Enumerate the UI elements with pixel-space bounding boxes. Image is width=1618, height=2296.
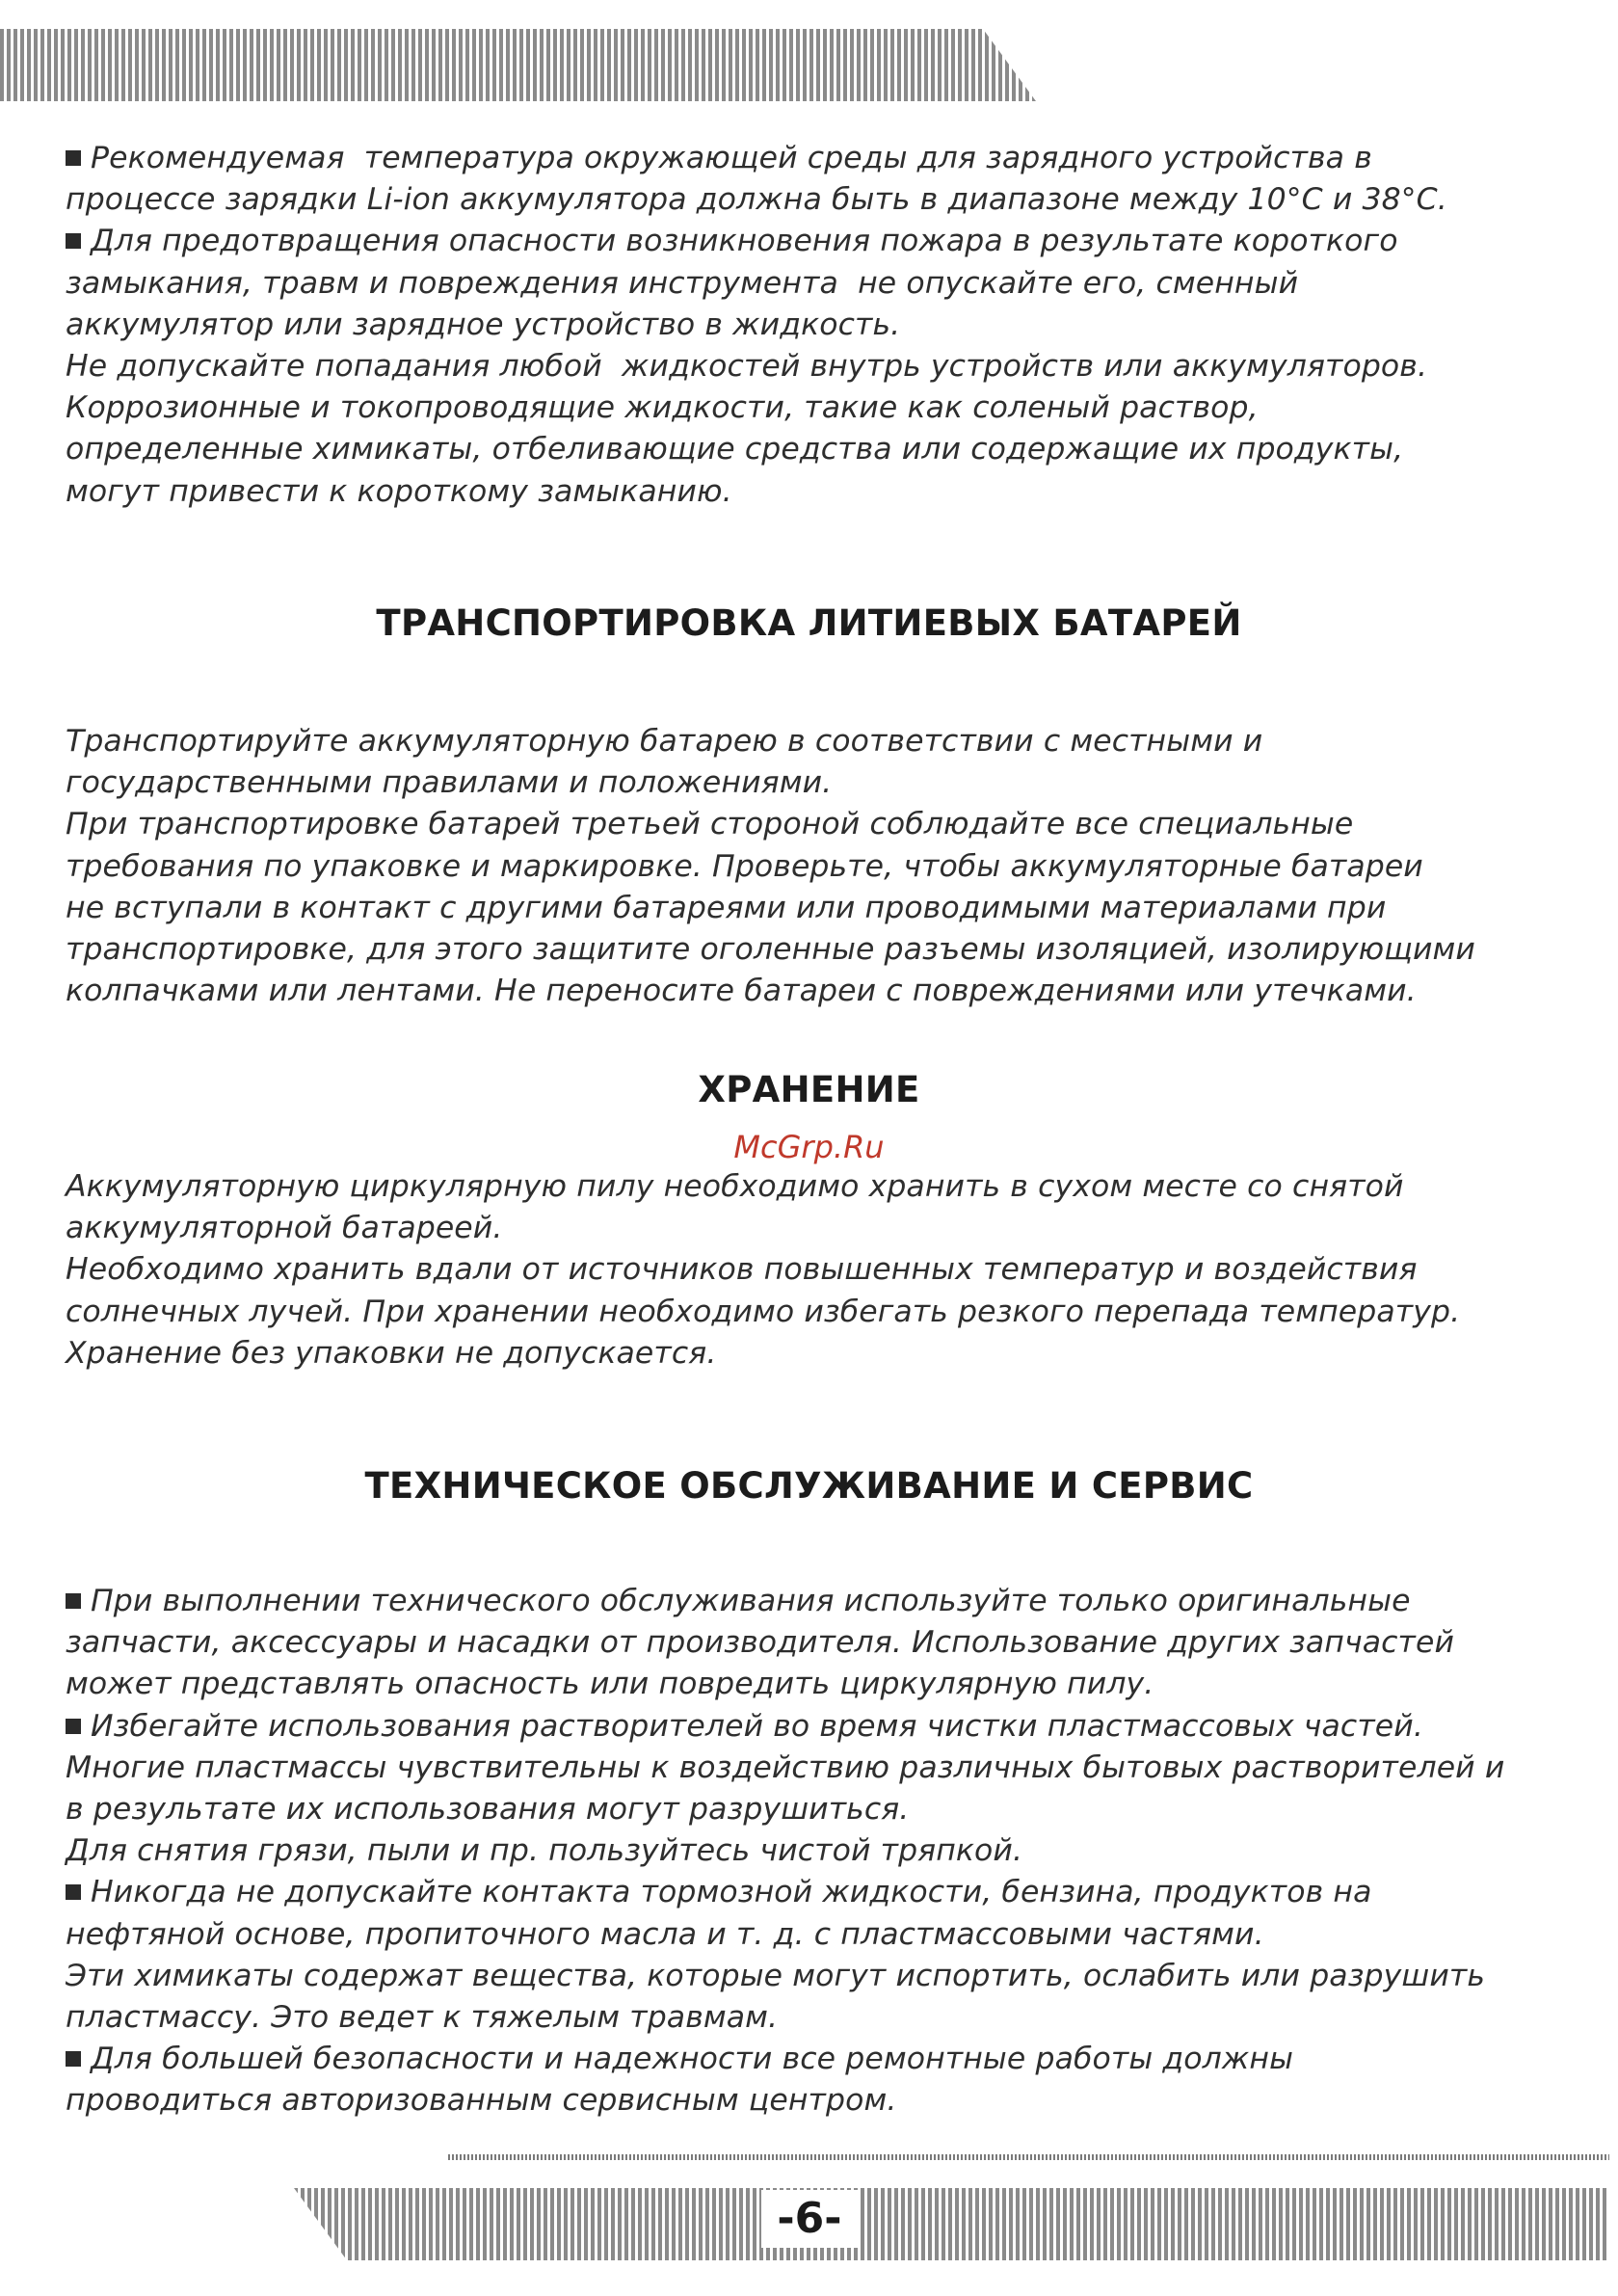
text-line <box>66 804 1588 845</box>
text-line-content: Для большей безопасности и надежности все ремонтные работы должны <box>91 2042 1294 2077</box>
text-line-content: аккумулятор или зарядное устройство в жидкость. <box>66 307 901 342</box>
text-line <box>66 471 1588 513</box>
text-line-content: могут привести к короткому замыканию. <box>66 473 732 509</box>
text-line-content: определенные химикаты, отбеливающие средства или содержащие их продукты, <box>66 432 1404 467</box>
text-line-content: Избегайте использования растворителей во время чистки пластмассовых частей. <box>91 1708 1423 1744</box>
text-line <box>66 1292 1588 1333</box>
text-line <box>66 1581 1588 1622</box>
text-line-content: колпачками или лентами. Не переносите батареи с повреждениями или утечками. <box>66 974 1417 1009</box>
text-line <box>66 2039 1588 2080</box>
text-line-content: Необходимо хранить вдали от источников повышенных температур и воздействия <box>66 1252 1418 1288</box>
text-line <box>66 1997 1588 2039</box>
text-line <box>66 1664 1588 1705</box>
page-number: -6- <box>761 2190 858 2248</box>
text-line <box>66 429 1588 470</box>
text-line <box>66 138 1588 179</box>
service-paragraphs <box>66 1581 1588 2122</box>
text-line-content: Аккумуляторную циркулярную пилу необходимо хранить в сухом месте со снятой <box>66 1169 1404 1204</box>
text-line <box>66 1748 1588 1789</box>
heading-service: ТЕХНИЧЕСКОЕ ОБСЛУЖИВАНИЕ И СЕРВИС <box>364 1465 1254 1507</box>
text-line-content: запчасти, аксессуары и насадки от производителя. Использование других запчастей <box>66 1625 1455 1661</box>
text-line <box>66 179 1588 221</box>
text-line-content: государственными правилами и положениями. <box>66 765 833 801</box>
text-line <box>66 346 1588 387</box>
text-line-content: Для снятия грязи, пыли и пр. пользуйтесь чистой тряпкой. <box>66 1833 1023 1869</box>
bottom-stripe-banner <box>294 2188 1609 2260</box>
intro-paragraphs <box>66 138 1588 513</box>
bullet-square-icon <box>66 1593 81 1609</box>
text-line <box>66 1830 1588 1872</box>
text-line <box>66 1208 1588 1249</box>
text-line <box>66 387 1588 429</box>
transport-paragraphs <box>66 721 1588 1012</box>
text-line-content: требования по упаковке и маркировке. Проверьте, чтобы аккумуляторные батареи <box>66 848 1423 884</box>
bullet-square-icon <box>66 2051 81 2067</box>
storage-paragraphs <box>66 1166 1588 1375</box>
text-line <box>66 1622 1588 1664</box>
text-line-content: может представлять опасность или повредить циркулярную пилу. <box>66 1667 1154 1702</box>
text-line <box>66 762 1588 804</box>
heading-storage: ХРАНЕНИЕ <box>698 1069 920 1110</box>
text-line-content: замыкания, травм и повреждения инструмента не опускайте его, сменный <box>66 265 1299 301</box>
heading-transport: ТРАНСПОРТИРОВКА ЛИТИЕВЫХ БАТАРЕЙ <box>376 602 1242 644</box>
text-line <box>66 929 1588 971</box>
text-line-content: Для предотвращения опасности возникновения пожара в результате короткого <box>91 224 1398 259</box>
bottom-dotted-rule <box>448 2154 1609 2160</box>
text-line <box>66 1249 1588 1291</box>
text-line <box>66 2080 1588 2122</box>
text-line-content: пластмассу. Это ведет к тяжелым травмам. <box>66 2000 779 2036</box>
top-stripe-banner <box>0 29 1036 101</box>
text-line-content: Многие пластмассы чувствительны к воздействию различных бытовых растворителей и <box>66 1749 1505 1785</box>
bullet-square-icon <box>66 1884 81 1900</box>
text-line-content: в результате их использования могут разрушиться. <box>66 1792 910 1828</box>
text-line-content: Коррозионные и токопроводящие жидкости, такие как соленый раствор, <box>66 390 1259 426</box>
text-line <box>66 971 1588 1012</box>
text-line <box>66 1166 1588 1208</box>
text-line <box>66 221 1588 262</box>
bullet-square-icon <box>66 233 81 249</box>
text-line-content: При транспортировке батарей третьей стороной соблюдайте все специальные <box>66 807 1354 842</box>
text-line-content: не вступали в контакт с другими батареями или проводимыми материалами при <box>66 890 1387 925</box>
text-line-content: Рекомендуемая температура окружающей среды для зарядного устройства в <box>91 141 1372 175</box>
text-line-content: процессе зарядки Li-ion аккумулятора должна быть в диапазоне между 10°С и 38°С. <box>66 182 1447 218</box>
text-line-content: Эти химикаты содержат вещества, которые могут испортить, ослабить или разрушить <box>66 1958 1486 1993</box>
text-line-content: аккумуляторной батареей. <box>66 1211 503 1246</box>
text-line <box>66 1914 1588 1956</box>
text-line <box>66 721 1588 762</box>
text-line-content: Не допускайте попадания любой жидкостей внутрь устройств или аккумуляторов. <box>66 349 1428 385</box>
text-line-content: проводиться авторизованным сервисным центром. <box>66 2083 897 2119</box>
text-line <box>66 1956 1588 1997</box>
text-line <box>66 263 1588 305</box>
bullet-square-icon <box>66 1719 81 1734</box>
text-line-content: нефтяной основе, пропиточного масла и т. д. с пластмассовыми частями. <box>66 1916 1264 1952</box>
text-line-content: солнечных лучей. При хранении необходимо избегать резкого перепада температур. <box>66 1294 1461 1329</box>
bullet-square-icon <box>66 150 81 166</box>
text-line <box>66 1706 1588 1748</box>
text-line-content: Никогда не допускайте контакта тормозной жидкости, бензина, продуктов на <box>91 1875 1372 1910</box>
text-line-content: При выполнении технического обслуживания используйте только оригинальные <box>91 1584 1411 1618</box>
text-line-content: Хранение без упаковки не допускается. <box>66 1335 717 1371</box>
text-line <box>66 1872 1588 1913</box>
text-line <box>66 1789 1588 1830</box>
text-line <box>66 888 1588 929</box>
text-line-content: транспортировке, для этого защитите оголенные разъемы изоляцией, изолирующими <box>66 932 1475 968</box>
text-line <box>66 1333 1588 1375</box>
text-line-content: Транспортируйте аккумуляторную батарею в соответствии с местными и <box>66 724 1263 759</box>
text-line <box>66 305 1588 346</box>
watermark-text: McGrp.Ru <box>733 1129 885 1165</box>
text-line <box>66 846 1588 888</box>
